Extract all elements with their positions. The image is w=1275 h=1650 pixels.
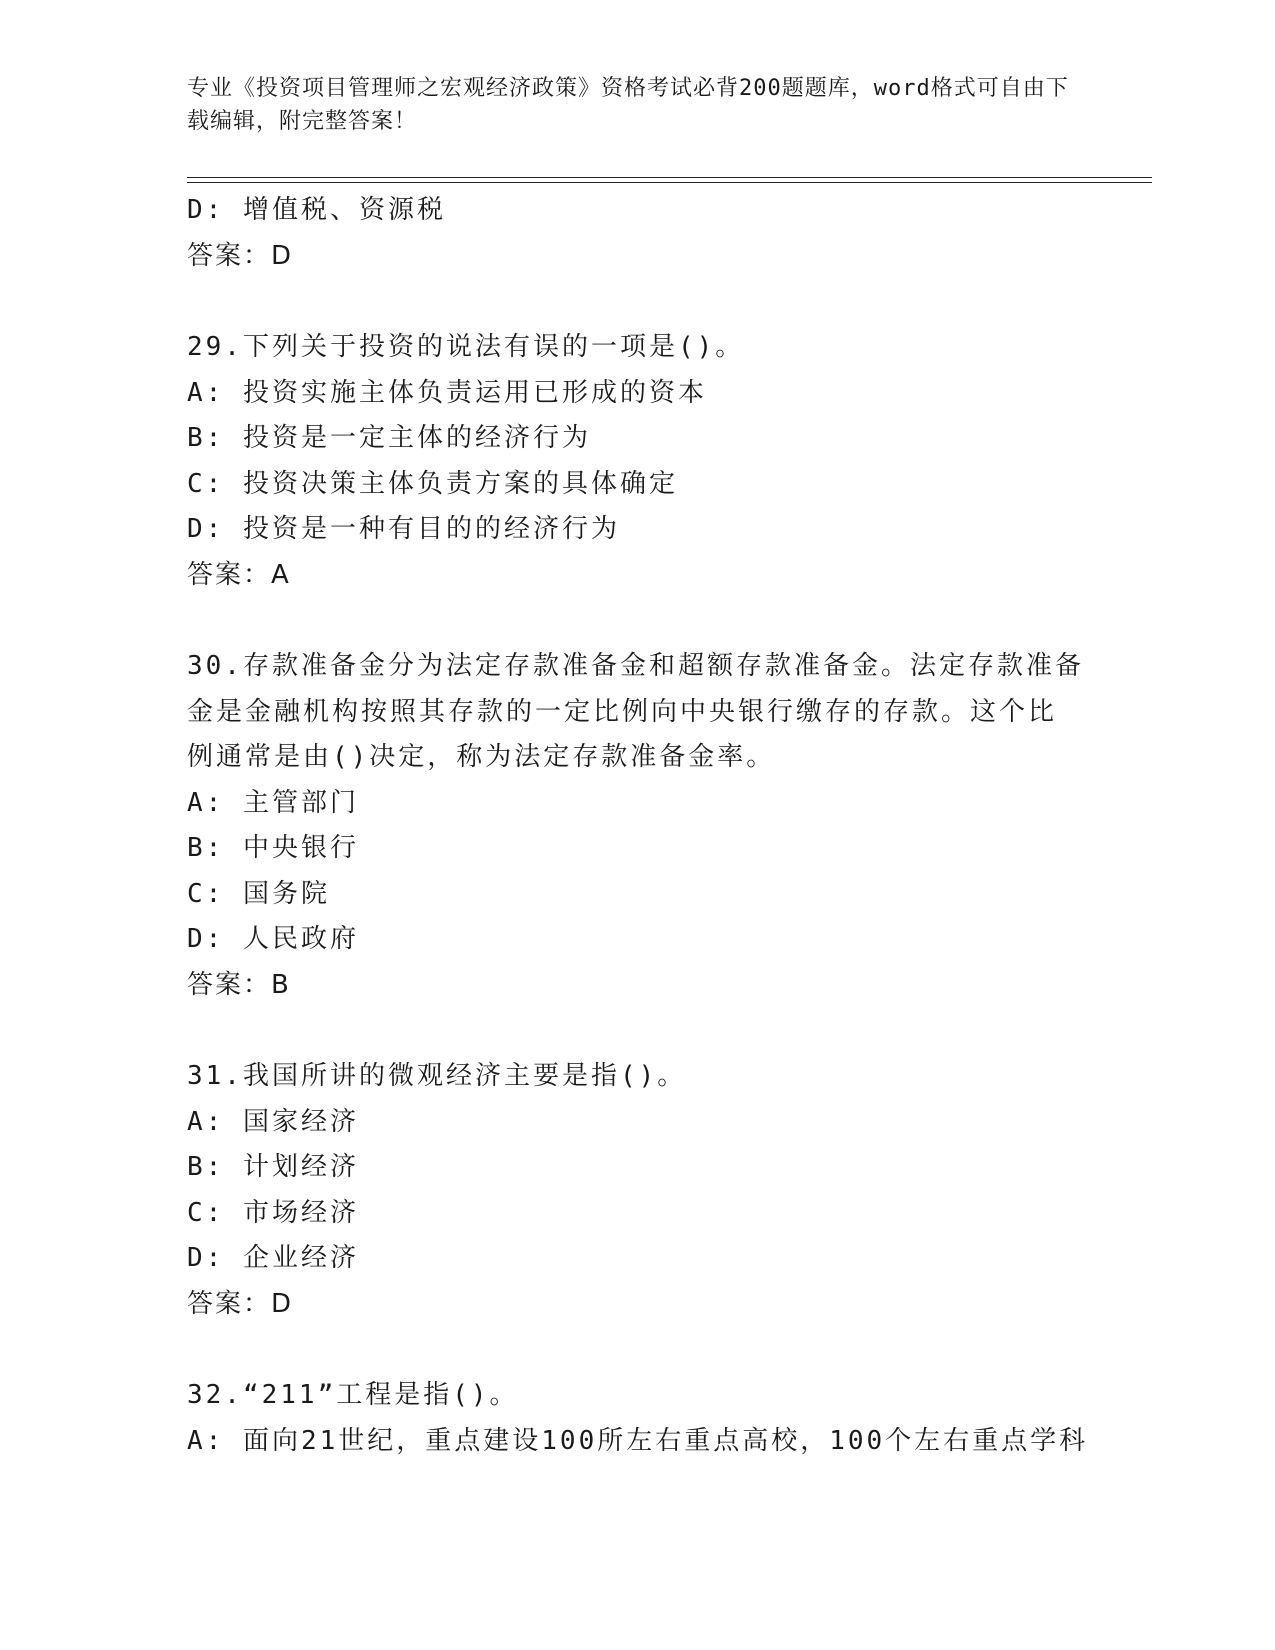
question-32 xyxy=(187,1373,1087,1464)
question-28-tail xyxy=(187,188,1087,279)
answer-label: 答案：B xyxy=(187,969,291,1000)
option-b: B: 中央银行 xyxy=(187,833,359,863)
option-d: D: 企业经济 xyxy=(187,1243,359,1273)
question-stem: 32.“211”工程是指()。 xyxy=(187,1380,519,1410)
document-header xyxy=(187,72,1087,138)
header-divider-bottom xyxy=(187,182,1152,183)
option-c: C: 国务院 xyxy=(187,878,330,909)
question-stem: 29.下列关于投资的说法有误的一项是()。 xyxy=(187,332,745,362)
question-stem-line: 例通常是由()决定，称为法定存款准备金率。 xyxy=(187,742,776,772)
question-stem-line: 金是金融机构按照其存款的一定比例向中央银行缴存的存款。这个比 xyxy=(187,696,1058,727)
question-30 xyxy=(187,644,1087,1008)
answer-label: 答案：D xyxy=(187,240,294,271)
answer-label: 答案：D xyxy=(187,1288,294,1319)
answer-label: 答案：A xyxy=(187,559,291,590)
option-d: D: 投资是一种有目的的经济行为 xyxy=(187,514,620,544)
option-c: C: 市场经济 xyxy=(187,1197,359,1228)
option-a: A: 面向21世纪，重点建设100所左右重点高校，100个左右重点学科 xyxy=(187,1425,1089,1456)
option-d: D: 增值税、资源税 xyxy=(187,195,446,225)
spacer xyxy=(187,279,1087,325)
option-a: A: 主管部门 xyxy=(187,787,359,818)
option-b: B: 投资是一定主体的经济行为 xyxy=(187,423,591,453)
option-b: B: 计划经济 xyxy=(187,1152,359,1182)
question-29 xyxy=(187,325,1087,598)
question-31 xyxy=(187,1054,1087,1327)
question-list xyxy=(187,188,1087,1464)
spacer xyxy=(187,598,1087,644)
header-intro-text: 专业《投资项目管理师之宏观经济政策》资格考试必背200题题库，word格式可自由下载编辑，附完整答案！ xyxy=(187,76,1069,134)
option-d: D: 人民政府 xyxy=(187,924,359,954)
option-c: C: 投资决策主体负责方案的具体确定 xyxy=(187,468,678,499)
spacer xyxy=(187,1327,1087,1373)
option-a: A: 国家经济 xyxy=(187,1106,359,1137)
question-stem: 31.我国所讲的微观经济主要是指()。 xyxy=(187,1061,687,1091)
question-stem-line: 30.存款准备金分为法定存款准备金和超额存款准备金。法定存款准备 xyxy=(187,651,1084,681)
header-divider-top xyxy=(187,177,1152,178)
option-a: A: 投资实施主体负责运用已形成的资本 xyxy=(187,377,707,408)
spacer xyxy=(187,1008,1087,1054)
